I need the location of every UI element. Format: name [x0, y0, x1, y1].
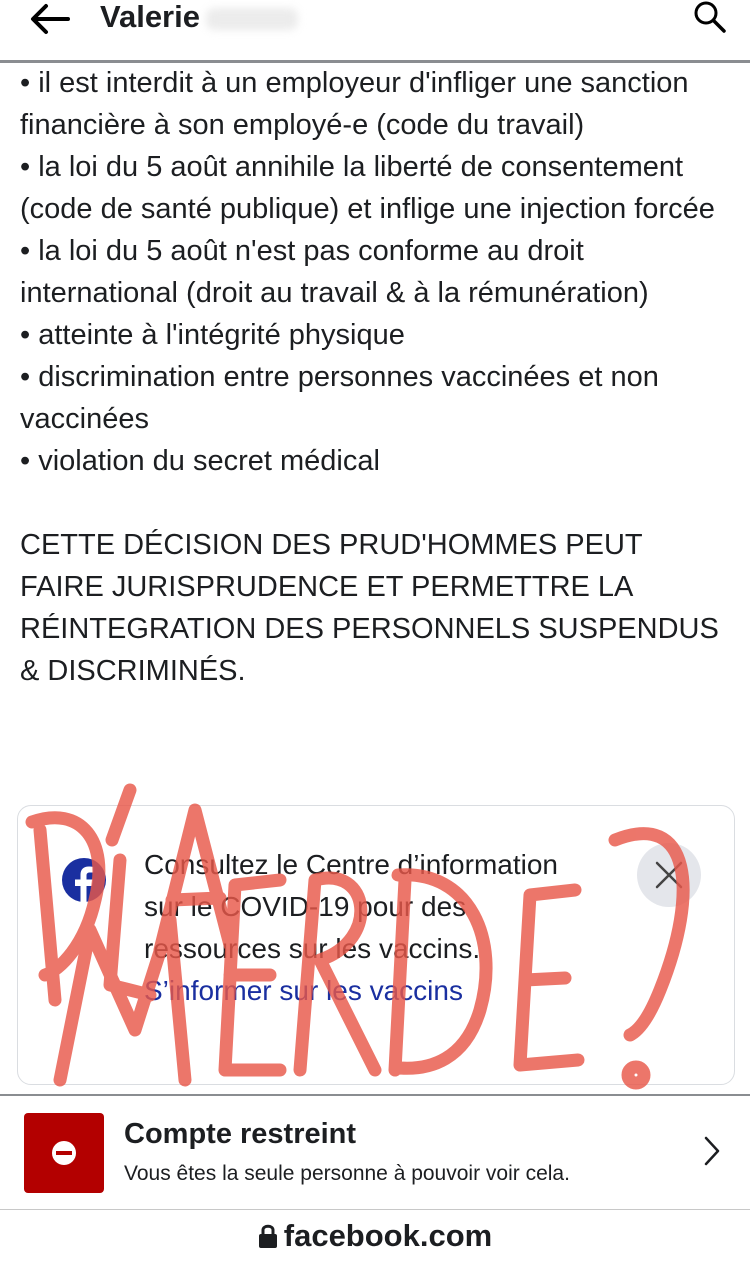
vaccine-info-link[interactable]: S’informer sur les vaccins — [144, 975, 463, 1006]
post-line: • violation du secret médical — [20, 445, 380, 477]
restricted-title: Compte restreint — [124, 1118, 357, 1150]
redacted-surname — [206, 8, 298, 30]
restricted-icon-box — [24, 1113, 104, 1193]
close-icon — [637, 843, 701, 907]
url-text: facebook.com — [283, 1218, 493, 1253]
lock-icon — [258, 1223, 278, 1249]
profile-name[interactable]: Valerie — [100, 0, 200, 34]
back-button[interactable] — [28, 2, 72, 38]
arrow-left-icon — [28, 2, 72, 38]
covid-info-text-block — [144, 844, 594, 1012]
search-icon — [692, 0, 728, 34]
search-button[interactable] — [692, 0, 728, 34]
post-line: • la loi du 5 août annihile la liberté de consentement (code de santé publique) et inflige une injection forcée — [20, 151, 715, 225]
covid-info-card — [17, 805, 735, 1085]
top-bar — [0, 0, 750, 63]
post-text — [20, 62, 730, 692]
covid-info-text: Consultez le Centre d’information sur le COVID-19 pour des ressources sur les vaccins. — [144, 849, 558, 964]
bottom-divider — [0, 1209, 750, 1210]
post-line: • discrimination entre personnes vaccinées et non vaccinées — [20, 361, 659, 435]
post-line: • la loi du 5 août n'est pas conforme au droit international (droit au travail & à la rémunération) — [20, 235, 649, 309]
chevron-right-icon — [702, 1134, 722, 1168]
post-conclusion: CETTE DÉCISION DES PRUD'HOMMES PEUT FAIRE JURISPRUDENCE ET PERMETTRE LA RÉINTEGRATION DES PERSONNELS SUSPENDUS & DISCRIMINÉS. — [20, 529, 719, 687]
browser-url-bar[interactable] — [0, 1212, 750, 1260]
facebook-logo-icon — [62, 858, 106, 902]
close-button[interactable] — [637, 843, 701, 907]
post-line: • atteinte à l'intégrité physique — [20, 319, 405, 351]
restricted-account-row[interactable] — [0, 1096, 750, 1208]
no-entry-icon — [24, 1113, 104, 1193]
post-line: • il est interdit à un employeur d'infliger une sanction financière à son employé-e (code du travail) — [20, 67, 689, 141]
restricted-subtitle: Vous êtes la seule personne à pouvoir voir cela. — [124, 1162, 570, 1185]
